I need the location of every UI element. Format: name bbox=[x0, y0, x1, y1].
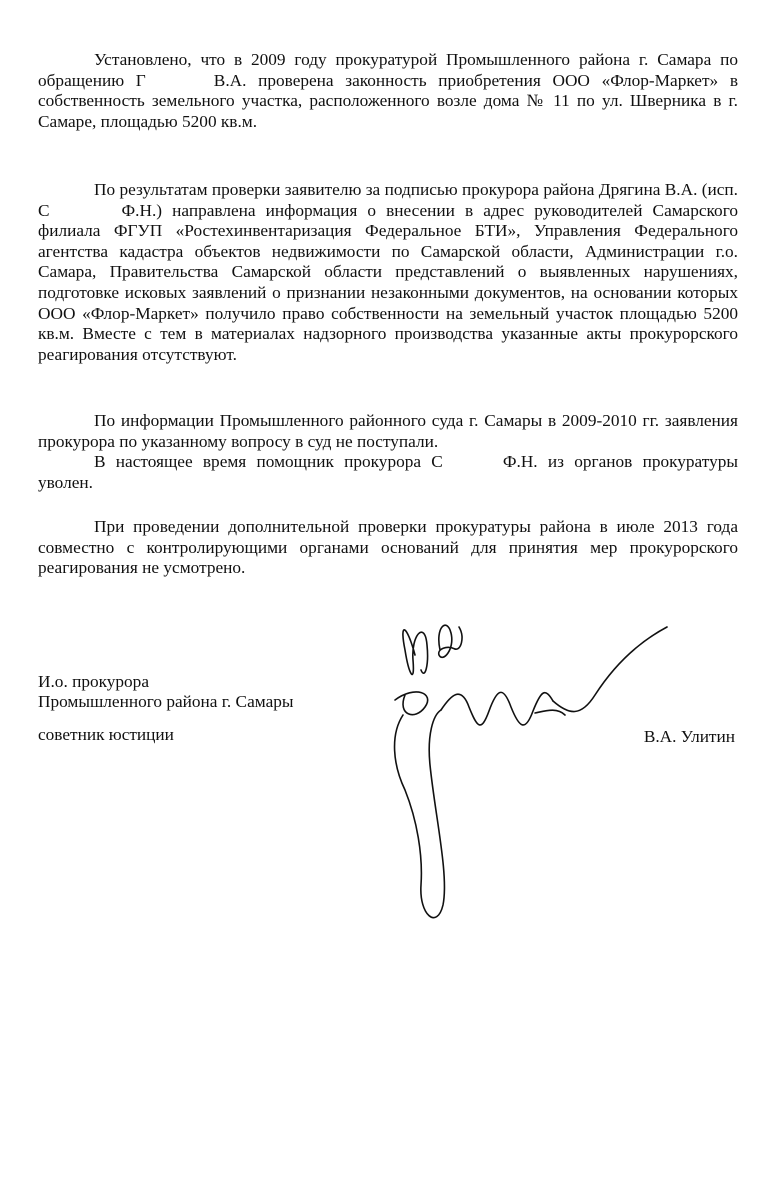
paragraph-4-part-b: Ф.Н. из органов прокуратуры уволен. bbox=[38, 452, 738, 492]
signer-name: В.А. Улитин bbox=[643, 727, 735, 746]
paragraph-1 bbox=[38, 50, 738, 132]
signer-title: И.о. прокурора bbox=[38, 672, 149, 691]
paragraph-2-part-a: По результатам проверки заявителю за подписью прокурора района Дрягина В.А. (исп. С bbox=[38, 180, 738, 220]
paragraph-2-part-b: Ф.Н.) направлена информация о внесении в адрес руководителей Самарского филиала ФГУП «Ростехинвентаризация Федеральное БТИ», Управления Федерального агентства кадастра объектов недвижимости по Самарской области, Администрации г.о. Самара, Правительства Самарской области представлений о выявленных нарушениях, подготовке исковых заявлений о признании незаконными документов, на основании которых ООО «Флор-Маркет» получило право собственности на земельный участок площадью 5200 кв.м. Вместе с тем в материалах надзорного производства указанные акты прокурорского реагирования отсутствуют. bbox=[38, 200, 738, 364]
paragraph-2 bbox=[38, 180, 738, 365]
paragraph-1-part-a: Установлено, что в 2009 году прокуратурой Промышленного района г. Самара по обращению Г bbox=[38, 50, 738, 90]
paragraph-4-part-a: В настоящее время помощник прокурора С bbox=[94, 452, 443, 471]
paragraph-5: При проведении дополнительной проверки прокуратуры района в июле 2013 года совместно с контролирующими органами оснований для принятия мер прокурорского реагирования не усмотрено. bbox=[38, 517, 738, 578]
signer-office: Промышленного района г. Самары bbox=[38, 692, 294, 711]
signer-rank: советник юстиции bbox=[38, 725, 174, 744]
paragraph-3: По информации Промышленного районного суда г. Самары в 2009-2010 гг. заявления прокурора по указанному вопросу в суд не поступали. bbox=[38, 411, 738, 451]
paragraph-4 bbox=[38, 452, 738, 493]
paragraph-1-part-b: В.А. проверена законность приобретения ООО «Флор-Маркет» в собственность земельного участка, расположенного возле дома № 11 по ул. Шверника в г. Самаре, площадью 5200 кв.м. bbox=[38, 70, 738, 131]
handwritten-signature bbox=[385, 615, 685, 935]
